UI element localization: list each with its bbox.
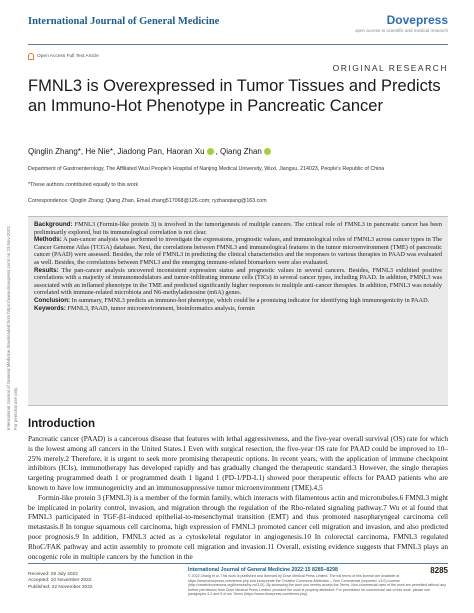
- author-separator: ,: [112, 147, 118, 156]
- header-divider: [28, 44, 448, 45]
- download-note-line-1: International Journal of General Medicine downloaded from https://www.dovepress.com/ on 23-Nov-2022: [6, 226, 11, 430]
- keywords-label: Keywords:: [34, 304, 66, 312]
- abstract-methods: [34, 236, 442, 266]
- author-name[interactable]: Qinglin Zhang*: [28, 147, 81, 156]
- published-date: Published: 22 November 2022: [28, 584, 93, 590]
- orcid-icon[interactable]: [207, 148, 214, 155]
- author-separator: ,: [215, 147, 221, 156]
- conclusion-text: In summary, FMNL3 predicts an immuno-hot phenotype, which could be a promising indicator for identifying high immunogenicity in PAAD.: [71, 296, 430, 304]
- page-number: 8285: [430, 566, 448, 575]
- download-note-line-2: For personal use only.: [13, 386, 18, 430]
- author-name[interactable]: Qiang Zhan: [220, 147, 262, 156]
- footer-citation: International Journal of General Medicine 2022:15 8285–8298: [188, 567, 338, 573]
- background-text: FMNL3 (Formin-like protein 3) is involved in the tumorigenesis of multiple cancers. The critical role of FMNL3 in pancreatic cancer has been preliminarily explored, but its immunological correlation is not clear.: [34, 221, 443, 236]
- abstract: [28, 216, 448, 406]
- article-type: ORIGINAL RESEARCH: [332, 63, 448, 73]
- author-separator: ,: [161, 147, 167, 156]
- abstract-keywords: [34, 305, 442, 313]
- intro-paragraph-1: Pancreatic cancer (PAAD) is a cancerous disease that features with lethal aggressiveness, and the five-year overall survival (OS) rate for which is the lowest among all cancers in the United States.1 Even with surgical resection, the five-year OS rate for PAAD could be improved to 10–25% merely.2 Therefore, it is urgent to seek more promising therapeutic options. In recent years, with the application of immune checkpoint inhibitors (ICIs), immunotherapy has developed rapidly and has gradually changed the therapeutic standard.3 However, the single therapies targeting programmed death 1 or programmed death 1 ligand 1 (PD-1/PD-L1) showed poor therapeutic effects for PAAD patients who are known to have low immunogenicity and an immunosuppressive tumor microenvironment (TME).4,5: [28, 434, 448, 492]
- keywords-text: FMNL3, PAAD, tumor microenvironment, bioinformatics analysis, formin: [67, 304, 255, 312]
- download-watermark: [2, 110, 32, 430]
- equal-contribution-note: *These authors contributed equally to this work: [28, 182, 139, 188]
- article-title: FMNL3 is Overexpressed in Tumor Tissues and Predicts an Immuno-Hot Phenotype in Pancreatic Cancer: [28, 77, 441, 115]
- methods-label: Methods:: [34, 236, 62, 244]
- results-label: Results:: [34, 266, 59, 274]
- author-separator: ,: [80, 147, 86, 156]
- introduction-body: [28, 434, 448, 561]
- abstract-conclusion: [34, 297, 442, 305]
- footer-divider: [28, 563, 448, 564]
- author-name[interactable]: He Nie*: [85, 147, 113, 156]
- publisher-tagline: open access to scientific and medical research: [354, 28, 448, 33]
- intro-paragraph-2: Formin-like protein 3 (FMNL3) is a member of the formin family, which interacts with filamentous actin and microtubules.6 FMNL3 might be implicated in polarity control, invasion, and migration through the regulation of the Rho-related signaling pathway.7 Wu et al found that FMNL3 participated in TGF-β1-induced epithelial-to-mesenchymal transition (EMT) and thus promoted nasopharyngeal carcinoma cell metastasis.8 In tongue squamous cell carcinoma, high expression of FMNL3 promoted cancer cell migration and invasion, and also predicted poor prognosis.9 In addition, FMNL3 acted as a cytoskeletal regulator in angiogenesis.10 In colorectal carcinoma, FMNL3 regulated RhoC/FAK pathway and actin assembly to promote cell migration and invasion.11 Overall, existing evidence suggests that FMNL3 plays an oncogenic role in multiple cancers by the function in the: [28, 492, 448, 561]
- accepted-date: Accepted: 10 November 2022: [28, 578, 92, 584]
- article-dates: [28, 572, 93, 591]
- author-name[interactable]: Haoran Xu: [166, 147, 205, 156]
- correspondence: Correspondence: Qinglin Zhang; Qiang Zhan, Email zhang517068@126.com; ryzhanqiang@163.com: [28, 198, 267, 204]
- journal-name[interactable]: International Journal of General Medicine: [28, 16, 220, 27]
- introduction-heading: Introduction: [28, 418, 96, 430]
- journal-header: [28, 13, 448, 46]
- open-access-label: [28, 53, 99, 60]
- conclusion-label: Conclusion:: [34, 296, 71, 304]
- open-access-icon: [28, 53, 34, 60]
- results-text: The pan-cancer analysis uncovered inconsistent expression status and prognostic values in several cancers. Besides, FMNL3 exhibited positive correlations with a majority of immunomodulators and tumor-infiltrating immune cells (TICs) in several cancer types, including PAAD. In addition, FMNL3 was associated with an inflamed phenotype in the TME and predicted significantly higher responses to multiple anti-cancer therapies. In addition, FMNL3 was notably correlated with immune-related microbiota and N6-methyladenosine (m6A) genes.: [34, 266, 443, 297]
- open-access-text: Open Access Full Text Article: [37, 54, 99, 59]
- author-list: [28, 147, 448, 156]
- author-name[interactable]: Jiadong Pan: [117, 147, 162, 156]
- methods-text: A pan-cancer analysis was performed to investigate the expressions, prognostic values, and immunological roles of FMNL3 across cancer types in The Cancer Genome Atlas (TCGA) database. Next, the correlations between FMNL3 and immunological features in the tumor microenvironment (TME) of pancreatic cancer (PAAD) were assessed. Besides, the role of FMNL3 in predicting the clinical characteristics and the responses to various therapies in PAAD was evaluated as well. Besides, the correlations between FMNL3 and the emerging immune-related biomarkers were also evaluated.: [34, 236, 443, 266]
- abstract-results: [34, 267, 442, 297]
- copyright-notice: © 2022 Zhang et al. This work is published and licensed by Dove Medical Press Limited. The full terms of this license are available at https://www.dovepress.com/terms.php and incorporate the Creative Commons Attribution – Non Commercial (unported, v3.0) License (http://creativecommons.org/licenses/by-nc/3.0/). By accessing the work you hereby accept the Terms. Non-commercial uses of the work are permitted without any further permission from Dove Medical Press Limited, provided the work is properly attributed. For permission for commercial use of this work, please see paragraphs 4.2 and 5 of our Terms (https://www.dovepress.com/terms.php).: [188, 574, 446, 597]
- abstract-background: [34, 221, 442, 236]
- received-date: Received: 29 July 2022: [28, 572, 78, 577]
- publisher-logo[interactable]: Dovepress: [386, 13, 448, 27]
- background-label: Background:: [34, 221, 73, 228]
- orcid-icon[interactable]: [264, 148, 271, 155]
- affiliation: Department of Gastroenterology, The Affiliated Wuxi People's Hospital of Nanjing Medical University, Wuxi, Jiangsu, 214023, People's Republic of China: [28, 166, 385, 172]
